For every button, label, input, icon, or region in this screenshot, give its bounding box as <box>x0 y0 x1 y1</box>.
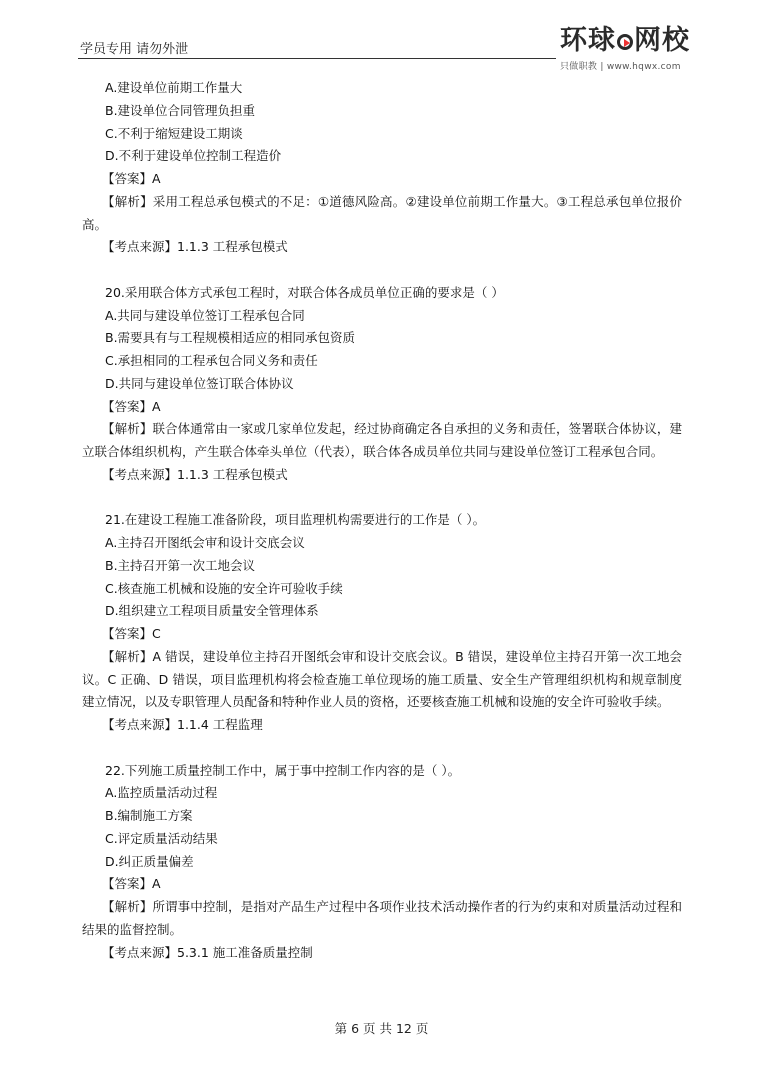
play-icon <box>617 34 633 50</box>
logo-tagline: 只做职教 | www.hqwx.com <box>560 62 681 72</box>
option-b: B.建设单位合同管理负担重 <box>105 102 256 118</box>
document-body <box>82 77 682 964</box>
header-notice: 学员专用 请勿外泄 <box>80 42 189 57</box>
option-d: D.纠正质量偏差 <box>105 853 194 869</box>
option-d: D.不利于建设单位控制工程造价 <box>105 148 282 164</box>
answer: 【答案】A <box>102 398 161 414</box>
answer: 【答案】A <box>102 171 161 186</box>
analysis: 【解析】所谓事中控制，是指对产品生产过程中各项作业技术活动操作者的行为约束和对质量活动过程和结果的监督控制。 <box>82 899 682 937</box>
analysis: 【解析】A 错误，建设单位主持召开图纸会审和设计交底会议。B 错误，建设单位主持召开第一次工地会议。C 正确、D 错误，项目监理机构将会检查施工单位现场的施工质量、安全生产管理组织机构和规章制度建立情况，以及专职管理人员配备和特种作业人员的资格，还要核查施工机械和设施的安全许可验收手续。 <box>82 648 682 710</box>
question-19-part <box>82 77 682 259</box>
page-number: 第 6 页 共 12 页 <box>334 1021 429 1036</box>
logo <box>560 26 700 72</box>
option-d: D.组织建立工程项目质量安全管理体系 <box>105 603 319 619</box>
option-b: B.主持召开第一次工地会议 <box>105 557 256 573</box>
source: 【考点来源】1.1.3 工程承包模式 <box>102 466 288 482</box>
question-22 <box>82 760 682 965</box>
source: 【考点来源】1.1.3 工程承包模式 <box>102 239 288 255</box>
source: 【考点来源】5.3.1 施工准备质量控制 <box>102 944 313 960</box>
analysis: 【解析】采用工程总承包模式的不足：①道德风险高。②建设单位前期工作量大。③工程总承包单位报价高。 <box>82 193 682 232</box>
option-b: B.需要具有与工程规模相适应的相同承包资质 <box>105 330 356 346</box>
question-stem: 20.采用联合体方式承包工程时，对联合体各成员单位正确的要求是（ ） <box>105 284 504 300</box>
option-c: C.不利于缩短建设工期谈 <box>105 125 243 141</box>
option-c: C.承担相同的工程承包合同义务和责任 <box>105 353 318 368</box>
option-d: D.共同与建设单位签订联合体协议 <box>105 375 294 391</box>
question-stem: 21.在建设工程施工准备阶段，项目监理机构需要进行的工作是（ ）。 <box>105 512 486 528</box>
answer: 【答案】C <box>102 626 161 641</box>
option-b: B.编制施工方案 <box>105 808 193 823</box>
option-a: A.共同与建设单位签订工程承包合同 <box>105 307 305 323</box>
source: 【考点来源】1.1.4 工程监理 <box>102 717 263 732</box>
header-divider <box>78 58 556 59</box>
analysis: 【解析】联合体通常由一家或几家单位发起，经过协商确定各自承担的义务和责任，签署联合体协议，建立联合体组织机构，产生联合体牵头单位（代表），联合体各成员单位共同与建设单位签订工程承包合同。 <box>82 421 682 459</box>
option-c: C.评定质量活动结果 <box>105 830 218 846</box>
option-a: A.监控质量活动过程 <box>105 785 218 801</box>
option-a: A.建设单位前期工作量大 <box>105 80 243 95</box>
question-stem: 22.下列施工质量控制工作中，属于事中控制工作内容的是（ ）。 <box>105 762 461 778</box>
option-c: C.核查施工机械和设施的安全许可验收手续 <box>105 580 343 596</box>
question-21 <box>82 509 682 737</box>
question-20 <box>82 282 682 487</box>
logo-mark: 环球 网校 <box>560 25 690 56</box>
option-a: A.主持召开图纸会审和设计交底会议 <box>105 535 305 550</box>
answer: 【答案】A <box>102 876 161 892</box>
